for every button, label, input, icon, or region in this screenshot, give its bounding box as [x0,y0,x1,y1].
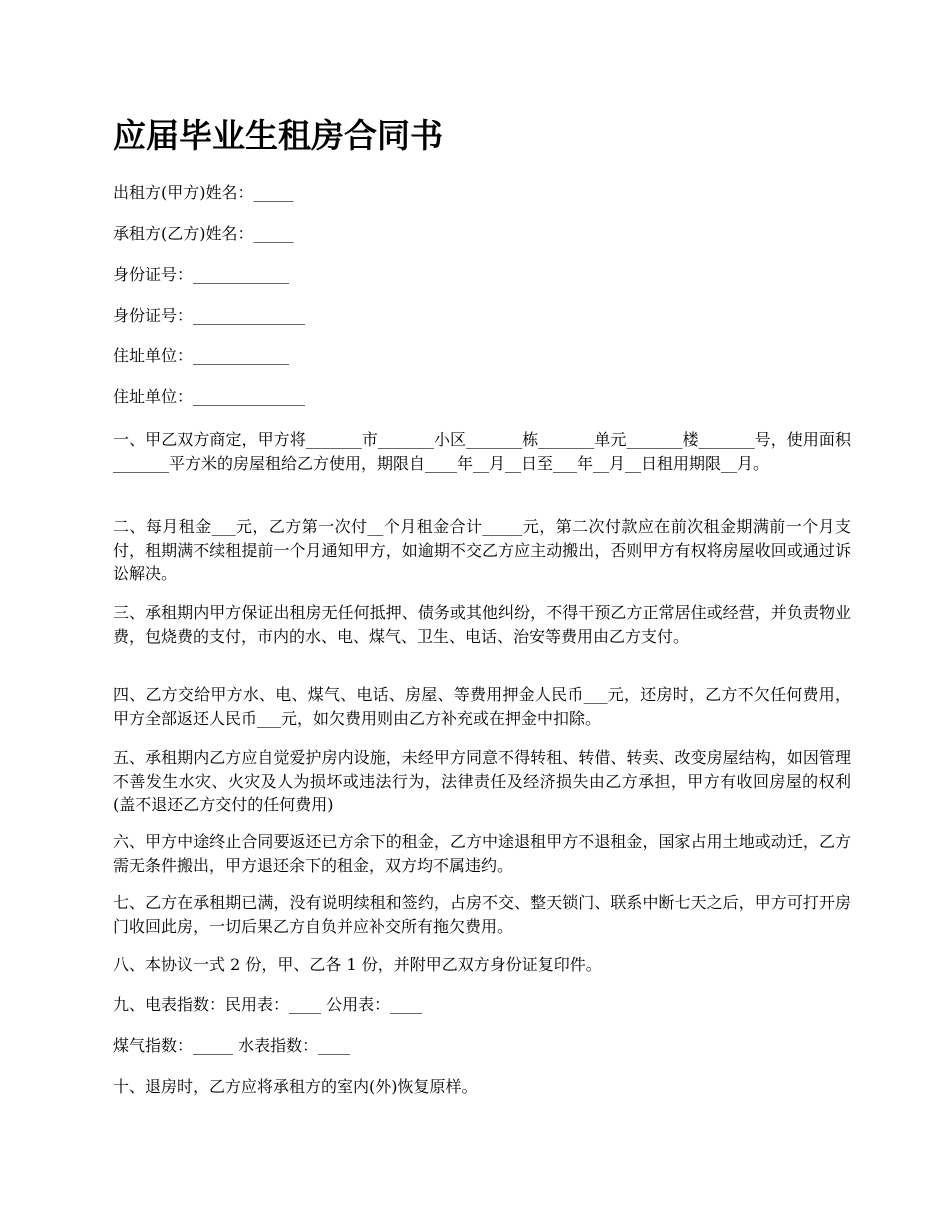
document-title: 应届毕业生租房合同书 [113,116,443,155]
lessor-id-field: 身份证号：____________ [113,265,290,284]
clause-9-electric-meter: 九、电表指数：民用表：____ 公用表：____ [113,995,423,1014]
clause-6-early-termination: 六、甲方中途终止合同要返还已方余下的租金，乙方中途退租甲方不退租金，国家占用土地或动迁，乙方需无条件搬出，甲方退还余下的租金，双方均不属违约。 [113,832,851,875]
lessee-address-field: 住址单位：______________ [113,387,306,406]
clause-3-lessor-guarantee: 三、承租期内甲方保证出租房无任何抵押、债务或其他纠纷，不得干预乙方正常居住或经营，并负责物业费，包烧费的支付，市内的水、电、煤气、卫生、电话、治安等费用由乙方支付。 [113,603,851,646]
lessor-address-field: 住址单位：____________ [113,346,290,365]
gas-water-meter-readings: 煤气指数：_____ 水表指数：____ [113,1036,351,1055]
clause-10-move-out: 十、退房时，乙方应将承租方的室内(外)恢复原样。 [113,1077,478,1096]
clause-8-copies: 八、本协议一式 2 份，甲、乙各 1 份，并附甲乙双方身份证复印件。 [113,955,602,974]
clause-5-property-care: 五、承租期内乙方应自觉爱护房内设施，未经甲方同意不得转租、转借、转卖、改变房屋结构，如因管理不善发生水灾、火灾及人为损坏或违法行为，法律责任及经济损失由乙方承担，甲方有收回房屋的权利(盖不退还乙方交付的任何费用) [113,748,851,814]
clause-1-premises-term: 一、甲乙双方商定，甲方将_______市_______小区_______栋_______单元_______楼_______号，使用面积_______平方米的房屋租给乙方使用，期限自____年__月__日至___年__月__日租用期限__月。 [113,430,851,473]
clause-2-rent-payment: 二、每月租金___元，乙方第一次付__个月租金合计_____元，第二次付款应在前次租金期满前一个月支付，租期满不续租提前一个月通知甲方，如逾期不交乙方应主动搬出，否则甲方有权将房屋收回或通过诉讼解决。 [113,517,851,583]
clause-4-deposit: 四、乙方交给甲方水、电、煤气、电话、房屋、等费用押金人民币___元，还房时，乙方不欠任何费用，甲方全部返还人民币___元，如欠费用则由乙方补充或在押金中扣除。 [113,685,851,728]
clause-7-lease-expiry: 七、乙方在承租期已满，没有说明续租和签约，占房不交、整天锁门、联系中断七天之后，甲方可打开房门收回此房，一切后果乙方自负并应补交所有拖欠费用。 [113,893,851,936]
lessor-name-field: 出租方(甲方)姓名：_____ [113,183,294,202]
lessee-id-field: 身份证号：______________ [113,306,306,325]
lessee-name-field: 承租方(乙方)姓名：_____ [113,224,294,243]
